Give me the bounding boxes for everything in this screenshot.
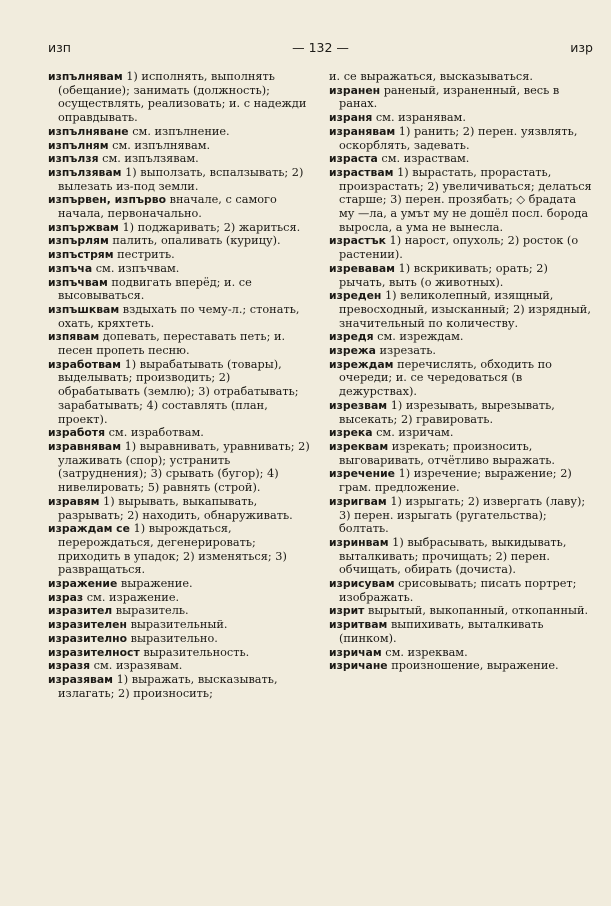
entry-definition: 1) вырабатывать (товары), выделывать; производить; 2) обрабатывать (землю); 3) отрабатывать; зарабатывать; 4) составлять (план, проект). (58, 357, 299, 426)
entry-headword: изревавам (329, 261, 395, 275)
dictionary-entry (329, 399, 592, 426)
entry-definition: выпихивать, выталкивать (пинком). (339, 618, 544, 645)
entry-definition: 1) выползать, вспалзывать; 2) вылезать из-под земли. (58, 165, 304, 193)
entry-definition: выразительный. (130, 618, 228, 632)
dictionary-entry (48, 139, 311, 153)
entry-headword: изпявам (48, 330, 100, 344)
dictionary-entry (48, 262, 311, 276)
entry-definition: выразительно. (130, 631, 218, 645)
dictionary-entry (48, 125, 311, 139)
dictionary-entry (329, 604, 592, 618)
entry-headword: изпървен, изпърво (48, 193, 167, 207)
entry-headword: изранен (329, 83, 381, 97)
dictionary-entry (329, 618, 592, 645)
dictionary-entry (48, 152, 311, 166)
entry-headword: изрисувам (329, 577, 395, 591)
dictionary-entry (48, 303, 311, 330)
entry-headword: изразя (48, 659, 91, 673)
entry-headword: изрека (329, 426, 373, 440)
entry-definition: 1) вырождаться, перерождаться, дегенерировать; приходить в упадок; 2) изменяться; 3) развращаться. (58, 522, 287, 577)
dictionary-entry (329, 426, 592, 440)
entry-headword: изпъча (48, 261, 93, 275)
dictionary-entry (48, 604, 311, 618)
dictionary-entry (329, 330, 592, 344)
entry-definition: перечислять, обходить по очереди; и. се чередоваться (в дежурствах). (339, 357, 552, 399)
dictionary-entry (48, 248, 311, 262)
entry-headword: изрит (329, 604, 365, 618)
entry-definition: срисовывать; писать портрет; изображать. (339, 577, 577, 604)
dictionary-entry (329, 289, 592, 330)
dictionary-entry (329, 262, 592, 289)
dictionary-entry (48, 495, 311, 522)
entry-headword: изпълнявам (48, 70, 123, 83)
entry-headword: изпъстрям (48, 248, 114, 262)
entry-headword: изреден (329, 289, 382, 303)
entry-definition: см. изреквам. (385, 645, 468, 659)
entry-definition: см. изражение. (86, 590, 180, 604)
entry-headword: изпълням (48, 138, 109, 152)
dictionary-entry (329, 659, 592, 673)
entry-definition: см. изреждам. (377, 330, 464, 344)
entry-headword: израста (329, 152, 378, 166)
dictionary-entry (329, 70, 592, 84)
entry-headword: изработя (48, 426, 105, 440)
entry-headword: изравнявам (48, 439, 122, 453)
entry-definition: см. изпълзявам. (102, 152, 199, 166)
dictionary-entry (48, 358, 311, 427)
dictionary-entry (48, 577, 311, 591)
dictionary-entry (48, 166, 311, 193)
page-number: — 132 — (292, 40, 349, 55)
dictionary-entry (329, 166, 592, 235)
entry-headword: изпълзявам (48, 165, 122, 179)
entry-definition: раненый, израненный, весь в ранах. (339, 83, 560, 111)
entry-headword: изричам (329, 645, 382, 659)
entry-definition: 1) выравнивать, уравнивать; 2) улаживать (спор); устранить (затруднения); 3) срывать (бугор); 4) нивелировать; 5) равнять (строй). (58, 439, 310, 495)
dictionary-entry (48, 330, 311, 357)
dictionary-entry (48, 522, 311, 577)
entry-definition: изрезать. (379, 344, 437, 358)
entry-definition: вначале, с самого начала, первоначально. (58, 193, 277, 221)
entry-definition: 1) ранить; 2) перен. уязвлять, оскорблять, задевать. (339, 124, 578, 152)
dictionary-entry (329, 495, 592, 536)
entry-headword: изпъшквам (48, 302, 120, 316)
entry-headword: изригвам (329, 494, 387, 508)
entry-definition: допевать, переставать петь; и. песен пропеть песню. (58, 330, 286, 358)
entry-definition: 1) изрезывать, вырезывать, высекать; 2) гравировать. (339, 398, 555, 426)
dictionary-entry (329, 536, 592, 577)
entry-headword: изразителен (48, 618, 127, 632)
entry-headword: изреждам (329, 357, 394, 371)
entry-headword: израстък (329, 234, 386, 248)
entry-definition: выразительность. (143, 645, 250, 659)
entry-definition: 1) великолепный, изящный, превосходный, изысканный; 2) изрядный, значительный по количеству. (339, 289, 591, 330)
entry-headword: израствам (329, 165, 394, 179)
entry-headword: изразително (48, 631, 128, 645)
entry-definition: см. изранявам. (375, 111, 466, 125)
dictionary-entry (48, 193, 311, 220)
dictionary-entry (48, 673, 311, 700)
right-column (329, 70, 592, 700)
entry-definition: 1) исполнять, выполнять (обещание); занимать (должность); осуществлять, реализовать; и. с надежди оправдывать. (58, 70, 307, 125)
dictionary-entry (329, 646, 592, 660)
entry-headword: изредя (329, 330, 374, 344)
left-column (48, 70, 311, 700)
dictionary-entry (329, 440, 592, 467)
header-left-guide: изп (48, 40, 71, 55)
entry-columns (48, 70, 593, 700)
entry-definition: палить, опаливать (курицу). (112, 234, 281, 248)
entry-headword: израждам се (48, 522, 130, 536)
entry-headword: изринвам (329, 535, 389, 549)
entry-definition: выражение. (120, 577, 193, 591)
dictionary-entry (329, 111, 592, 125)
entry-headword: изрезвам (329, 398, 388, 412)
dictionary-entry (329, 152, 592, 166)
entry-headword: израня (329, 111, 373, 125)
dictionary-entry (329, 344, 592, 358)
dictionary-entry (48, 221, 311, 235)
entry-definition: см. изпълнение. (132, 124, 230, 138)
entry-headword: изравям (48, 494, 100, 508)
dictionary-entry (329, 125, 592, 152)
dictionary-entry (48, 618, 311, 632)
entry-headword: изразявам (48, 672, 114, 686)
entry-headword: изранявам (329, 124, 396, 138)
entry-definition: 1) поджаривать; 2) жариться. (122, 220, 301, 234)
entry-headword: изрежа (329, 344, 376, 358)
dictionary-entry (48, 632, 311, 646)
dictionary-entry (48, 426, 311, 440)
entry-headword: изражение (48, 577, 118, 591)
entry-definition: вырытый, выкопанный, откопанный. (367, 604, 589, 618)
entry-definition: 1) вырастать, прорастать, произрастать; 2) увеличиваться; делаться старше; 3) перен. прозябать; ◇ брадата му —ла, а умът му не дошёл посл. борода выросла, а ума не вынесла. (339, 165, 592, 234)
entry-definition: см. израствам. (381, 152, 470, 166)
entry-headword: изреквам (329, 439, 389, 453)
dictionary-entry (48, 646, 311, 660)
entry-definition: пестрить. (117, 248, 175, 262)
entry-definition: 1) выбрасывать, выкидывать, выталкивать; прочищать; 2) перен. обчищать, обирать (дочиста). (339, 535, 567, 577)
entry-definition: вздыхать по чему-л.; стонать, охать, кряхтеть. (58, 302, 300, 330)
entry-definition: изрекать; произносить, выговаривать, отчётливо выражать. (339, 439, 555, 467)
entry-definition: и. се выражаться, высказываться. (329, 70, 533, 83)
dictionary-entry (48, 659, 311, 673)
dictionary-entry (48, 276, 311, 303)
entry-definition: произношение, выражение. (391, 659, 559, 673)
entry-definition: см. изразявам. (93, 659, 183, 673)
dictionary-entry (329, 577, 592, 604)
dictionary-entry (48, 440, 311, 495)
running-header (48, 40, 593, 70)
entry-definition: 1) изрыгать; 2) извергать (лаву); 3) перен. изрыгать (ругательства); болтать. (339, 494, 586, 536)
entry-definition: 1) вырывать, выкапывать, разрывать; 2) находить, обнаруживать. (58, 494, 293, 522)
entry-definition: 1) выражать, высказывать, излагать; 2) произносить; (58, 672, 278, 700)
entry-definition: см. изпъчвам. (95, 261, 180, 275)
entry-definition: 1) изречение; выражение; 2) грам. предложение. (339, 467, 572, 495)
entry-definition: см. изричам. (376, 426, 454, 440)
entry-headword: изритвам (329, 618, 388, 632)
entry-headword: изпълзя (48, 152, 99, 166)
entry-headword: изречение (329, 467, 395, 481)
header-right-guide: изр (570, 40, 593, 55)
entry-definition: 1) нарост, опухоль; 2) росток (о растении). (339, 234, 579, 262)
entry-headword: изработвам (48, 357, 122, 371)
entry-definition: 1) вскрикивать; орать; 2) рычать, выть (о животных). (339, 261, 548, 289)
dictionary-entry (48, 234, 311, 248)
dictionary-entry (329, 358, 592, 399)
entry-headword: изпълняване (48, 124, 129, 138)
dictionary-entry (48, 70, 311, 125)
entry-definition: подвигать вперёд; и. се высовываться. (58, 275, 252, 303)
entry-headword: изразителност (48, 645, 140, 659)
entry-definition: выразитель. (115, 604, 189, 618)
dictionary-entry (48, 591, 311, 605)
entry-headword: изразител (48, 604, 113, 618)
dictionary-entry (329, 234, 592, 261)
entry-headword: изричане (329, 659, 388, 673)
dictionary-entry (329, 467, 592, 494)
entry-headword: израз (48, 590, 84, 604)
dictionary-entry (329, 84, 592, 111)
entry-definition: см. изработвам. (108, 426, 204, 440)
entry-definition: см. изпълнявам. (112, 138, 211, 152)
entry-headword: изпърлям (48, 234, 109, 248)
entry-headword: изпъчвам (48, 275, 108, 289)
entry-headword: изпържвам (48, 220, 119, 234)
